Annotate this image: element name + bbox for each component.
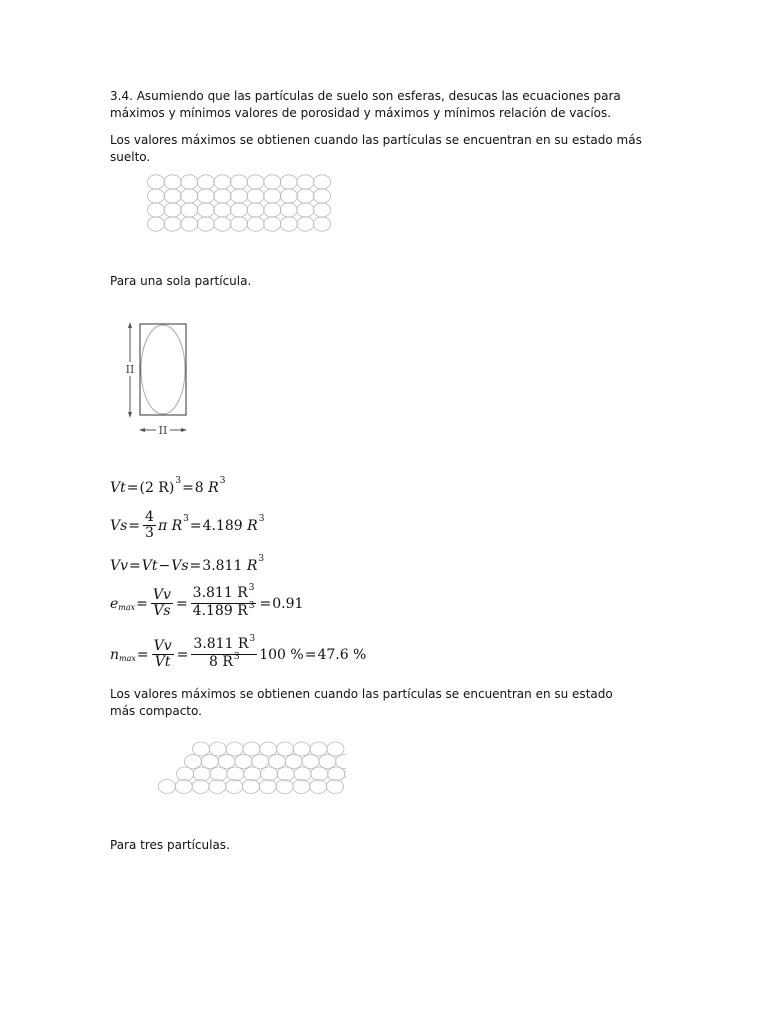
particle-circle	[181, 175, 198, 189]
loose-intro: Los valores máximos se obtienen cuando las partículas se encuentran en su estado más suelto.	[110, 133, 642, 164]
particle-circle	[247, 175, 264, 189]
particle-circle	[268, 755, 285, 769]
particle-circle	[264, 203, 281, 217]
particle-circle	[214, 203, 231, 217]
particle-circle	[244, 767, 261, 781]
particle-circle	[175, 780, 192, 794]
particle-circle	[197, 175, 214, 189]
particle-circle	[285, 755, 302, 769]
particle-circle	[209, 780, 226, 794]
particle-circle	[197, 217, 214, 231]
eq-vv: Vv = Vt − Vs = 3.811 R $^3$	[110, 554, 265, 574]
height-label: II	[125, 363, 135, 376]
particle-circle	[276, 742, 293, 756]
particle-circle	[252, 755, 269, 769]
three-particles-label: Para tres partículas.	[110, 838, 230, 852]
particle-circle	[164, 189, 181, 203]
particle-circle	[297, 189, 314, 203]
particle-circle	[230, 175, 247, 189]
dense-intro: Los valores máximos se obtienen cuando las partículas se encuentran en su estado más compacto.	[110, 687, 613, 718]
particle-circle	[259, 780, 276, 794]
particle-circle	[264, 189, 281, 203]
particle-circle	[280, 189, 297, 203]
particle-circle	[201, 755, 218, 769]
particle-circle	[197, 189, 214, 203]
particle-circle	[210, 767, 227, 781]
particle-circle	[176, 767, 193, 781]
particle-circle	[226, 742, 243, 756]
particle-circle	[164, 217, 181, 231]
particle-circle	[181, 203, 198, 217]
particle-circle	[313, 175, 330, 189]
loose-packing-figure	[146, 174, 336, 234]
particle-circle	[147, 203, 164, 217]
particle-circle	[313, 203, 330, 217]
particle-circle	[280, 217, 297, 231]
eq-vt: Vt = ( 2 R ) $^3$ = 8 R $^3$	[110, 476, 226, 496]
particle-circle	[214, 175, 231, 189]
particle-circle	[313, 189, 330, 203]
particle-circle	[311, 767, 328, 781]
particle-circle	[214, 189, 231, 203]
particle-circle	[192, 742, 209, 756]
particle-circle	[336, 755, 346, 769]
particle-circle	[230, 203, 247, 217]
particle-circle	[328, 767, 345, 781]
particle-circle	[226, 780, 243, 794]
particle-circle	[164, 203, 181, 217]
problem-statement: 3.4. Asumiendo que las partículas de suelo son esferas, desucas las ecuaciones para máximos y mínimos valores de porosidad y máximos y mínimos relación de vacíos.	[110, 89, 621, 120]
width-label: II	[158, 424, 168, 437]
particle-circle	[247, 217, 264, 231]
particle-circle	[344, 767, 346, 781]
particle-circle	[193, 767, 210, 781]
particle-circle	[277, 767, 294, 781]
particle-circle	[280, 203, 297, 217]
particle-circle	[293, 780, 310, 794]
particle-circle	[184, 755, 201, 769]
particle-circle	[264, 217, 281, 231]
particle-circle	[181, 189, 198, 203]
particle-circle	[147, 189, 164, 203]
particle-circle	[230, 217, 247, 231]
particle-circle	[264, 175, 281, 189]
particle-circle	[293, 742, 310, 756]
particle-circle	[181, 217, 198, 231]
particle-circle	[327, 742, 344, 756]
particle-circle	[247, 189, 264, 203]
particle-circle	[280, 175, 297, 189]
particle-circle	[313, 217, 330, 231]
single-particle-label: Para una sola partícula.	[110, 274, 252, 288]
eq-vs: Vs = $\frac{4}{3}$ π R $^3$ = 4.189 R $^3$	[110, 509, 265, 541]
particle-circle	[235, 755, 252, 769]
particle-circle	[218, 755, 235, 769]
particle-circle	[297, 203, 314, 217]
eq-emax: e $_{max}$ = $\frac{Vv}{Vs}$ = $\frac{3.811 R^3}{4.189 R^3}$ = 0.91	[110, 583, 304, 619]
particle-circle	[260, 742, 277, 756]
particle-circle	[209, 742, 226, 756]
particle-circle	[276, 780, 293, 794]
particle-circle	[230, 189, 247, 203]
particle-circle	[297, 175, 314, 189]
particle-circle	[214, 217, 231, 231]
particle-circle	[242, 780, 259, 794]
particle-circle	[319, 755, 336, 769]
particle-circle	[147, 175, 164, 189]
particle-circle	[310, 780, 327, 794]
particle-sphere	[141, 325, 185, 414]
particle-circle	[310, 742, 327, 756]
eq-nmax: n $_{max}$ = $\frac{Vv}{Vt}$ = $\frac{3.811 R^3}{8 R^3}$ 100 % = 47.6 %	[110, 634, 367, 670]
dense-packing-figure	[146, 740, 346, 796]
particle-circle	[294, 767, 311, 781]
particle-circle	[192, 780, 209, 794]
single-particle-figure	[120, 318, 195, 438]
particle-box	[140, 324, 186, 415]
particle-circle	[326, 780, 343, 794]
particle-circle	[260, 767, 277, 781]
particle-circle	[197, 203, 214, 217]
particle-circle	[158, 780, 175, 794]
particle-circle	[243, 742, 260, 756]
particle-circle	[247, 203, 264, 217]
particle-circle	[227, 767, 244, 781]
particle-circle	[147, 217, 164, 231]
particle-circle	[164, 175, 181, 189]
particle-circle	[302, 755, 319, 769]
particle-circle	[297, 217, 314, 231]
